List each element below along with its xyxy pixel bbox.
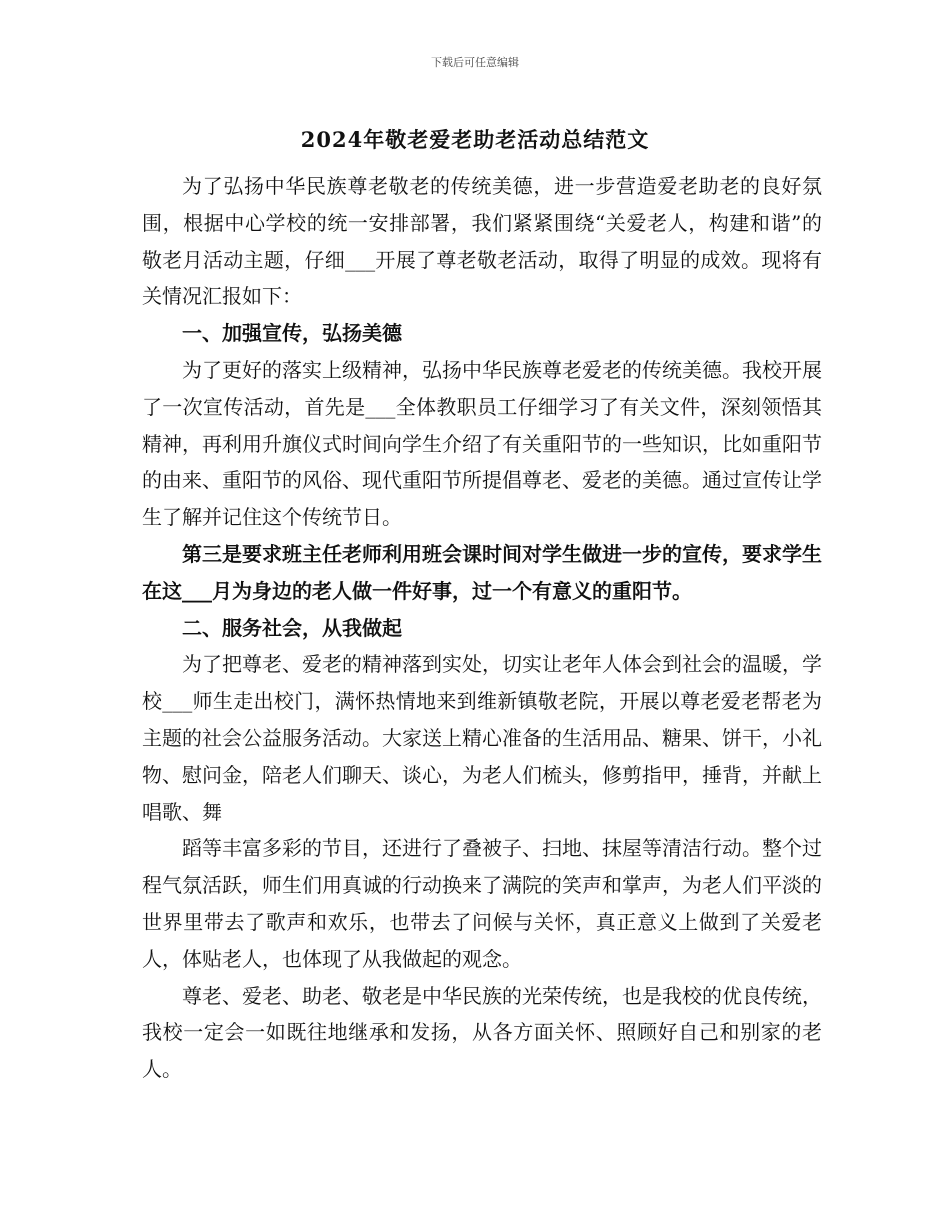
- document-title: 2024年敬老爱老助老活动总结范文: [300, 127, 650, 152]
- header-note: 下载后可任意编辑: [431, 56, 519, 69]
- section-1-bold-paragraph: 第三是要求班主任老师利用班会课时间对学生做进一步的宣传，要求学生在这___月为身边的老人做一件好事，过一个有意义的重阳节。: [142, 541, 822, 603]
- section-heading-1: 一、加强宣传，弘扬美德: [182, 321, 402, 346]
- section-1-paragraph: 为了更好的落实上级精神，弘扬中华民族尊老爱老的传统美德。我校开展了一次宣传活动，首先是___全体教职员工仔细学习了有关文件，深刻领悟其精神，再利用升旗仪式时间向学生介绍了有关重阳节的一些知识，比如重阳节的由来、重阳节的风俗、现代重阳节所提倡尊老、爱老的美德。通过宣传让学生了解并记住这个传统节日。: [142, 357, 822, 530]
- document-body: [142, 168, 822, 1088]
- section-2-paragraph: 为了把尊老、爱老的精神落到实处，切实让老年人体会到社会的温暖，学校___师生走出校门，满怀热情地来到维新镇敬老院，开展以尊老爱老帮老为主题的社会公益服务活动。大家送上精心准备的生活用品、糖果、饼干，小礼物、慰问金，陪老人们聊天、谈心，为老人们梳头，修剪指甲，捶背，并献上唱歌、舞: [142, 652, 822, 824]
- closing-paragraph: 尊老、爱老、助老、敬老是中华民族的光荣传统，也是我校的优良传统，我校一定会一如既往地继承和发扬，从各方面关怀、照顾好自己和别家的老人。: [142, 983, 822, 1082]
- section-2-continued-paragraph: 蹈等丰富多彩的节目，还进行了叠被子、扫地、抹屋等清洁行动。整个过程气氛活跃，师生们用真诚的行动换来了满院的笑声和掌声，为老人们平淡的世界里带去了歌声和欢乐，也带去了问候与关怀，真正意义上做到了关爱老人，体贴老人，也体现了从我做起的观念。: [142, 836, 822, 971]
- intro-paragraph: 为了弘扬中华民族尊老敬老的传统美德，进一步营造爱老助老的良好氛围，根据中心学校的统一安排部署，我们紧紧围绕“关爱老人，构建和谐”的敬老月活动主题，仔细___开展了尊老敬老活动，取得了明显的成效。现将有关情况汇报如下：: [142, 174, 822, 309]
- section-heading-2: 二、服务社会，从我做起: [182, 615, 402, 640]
